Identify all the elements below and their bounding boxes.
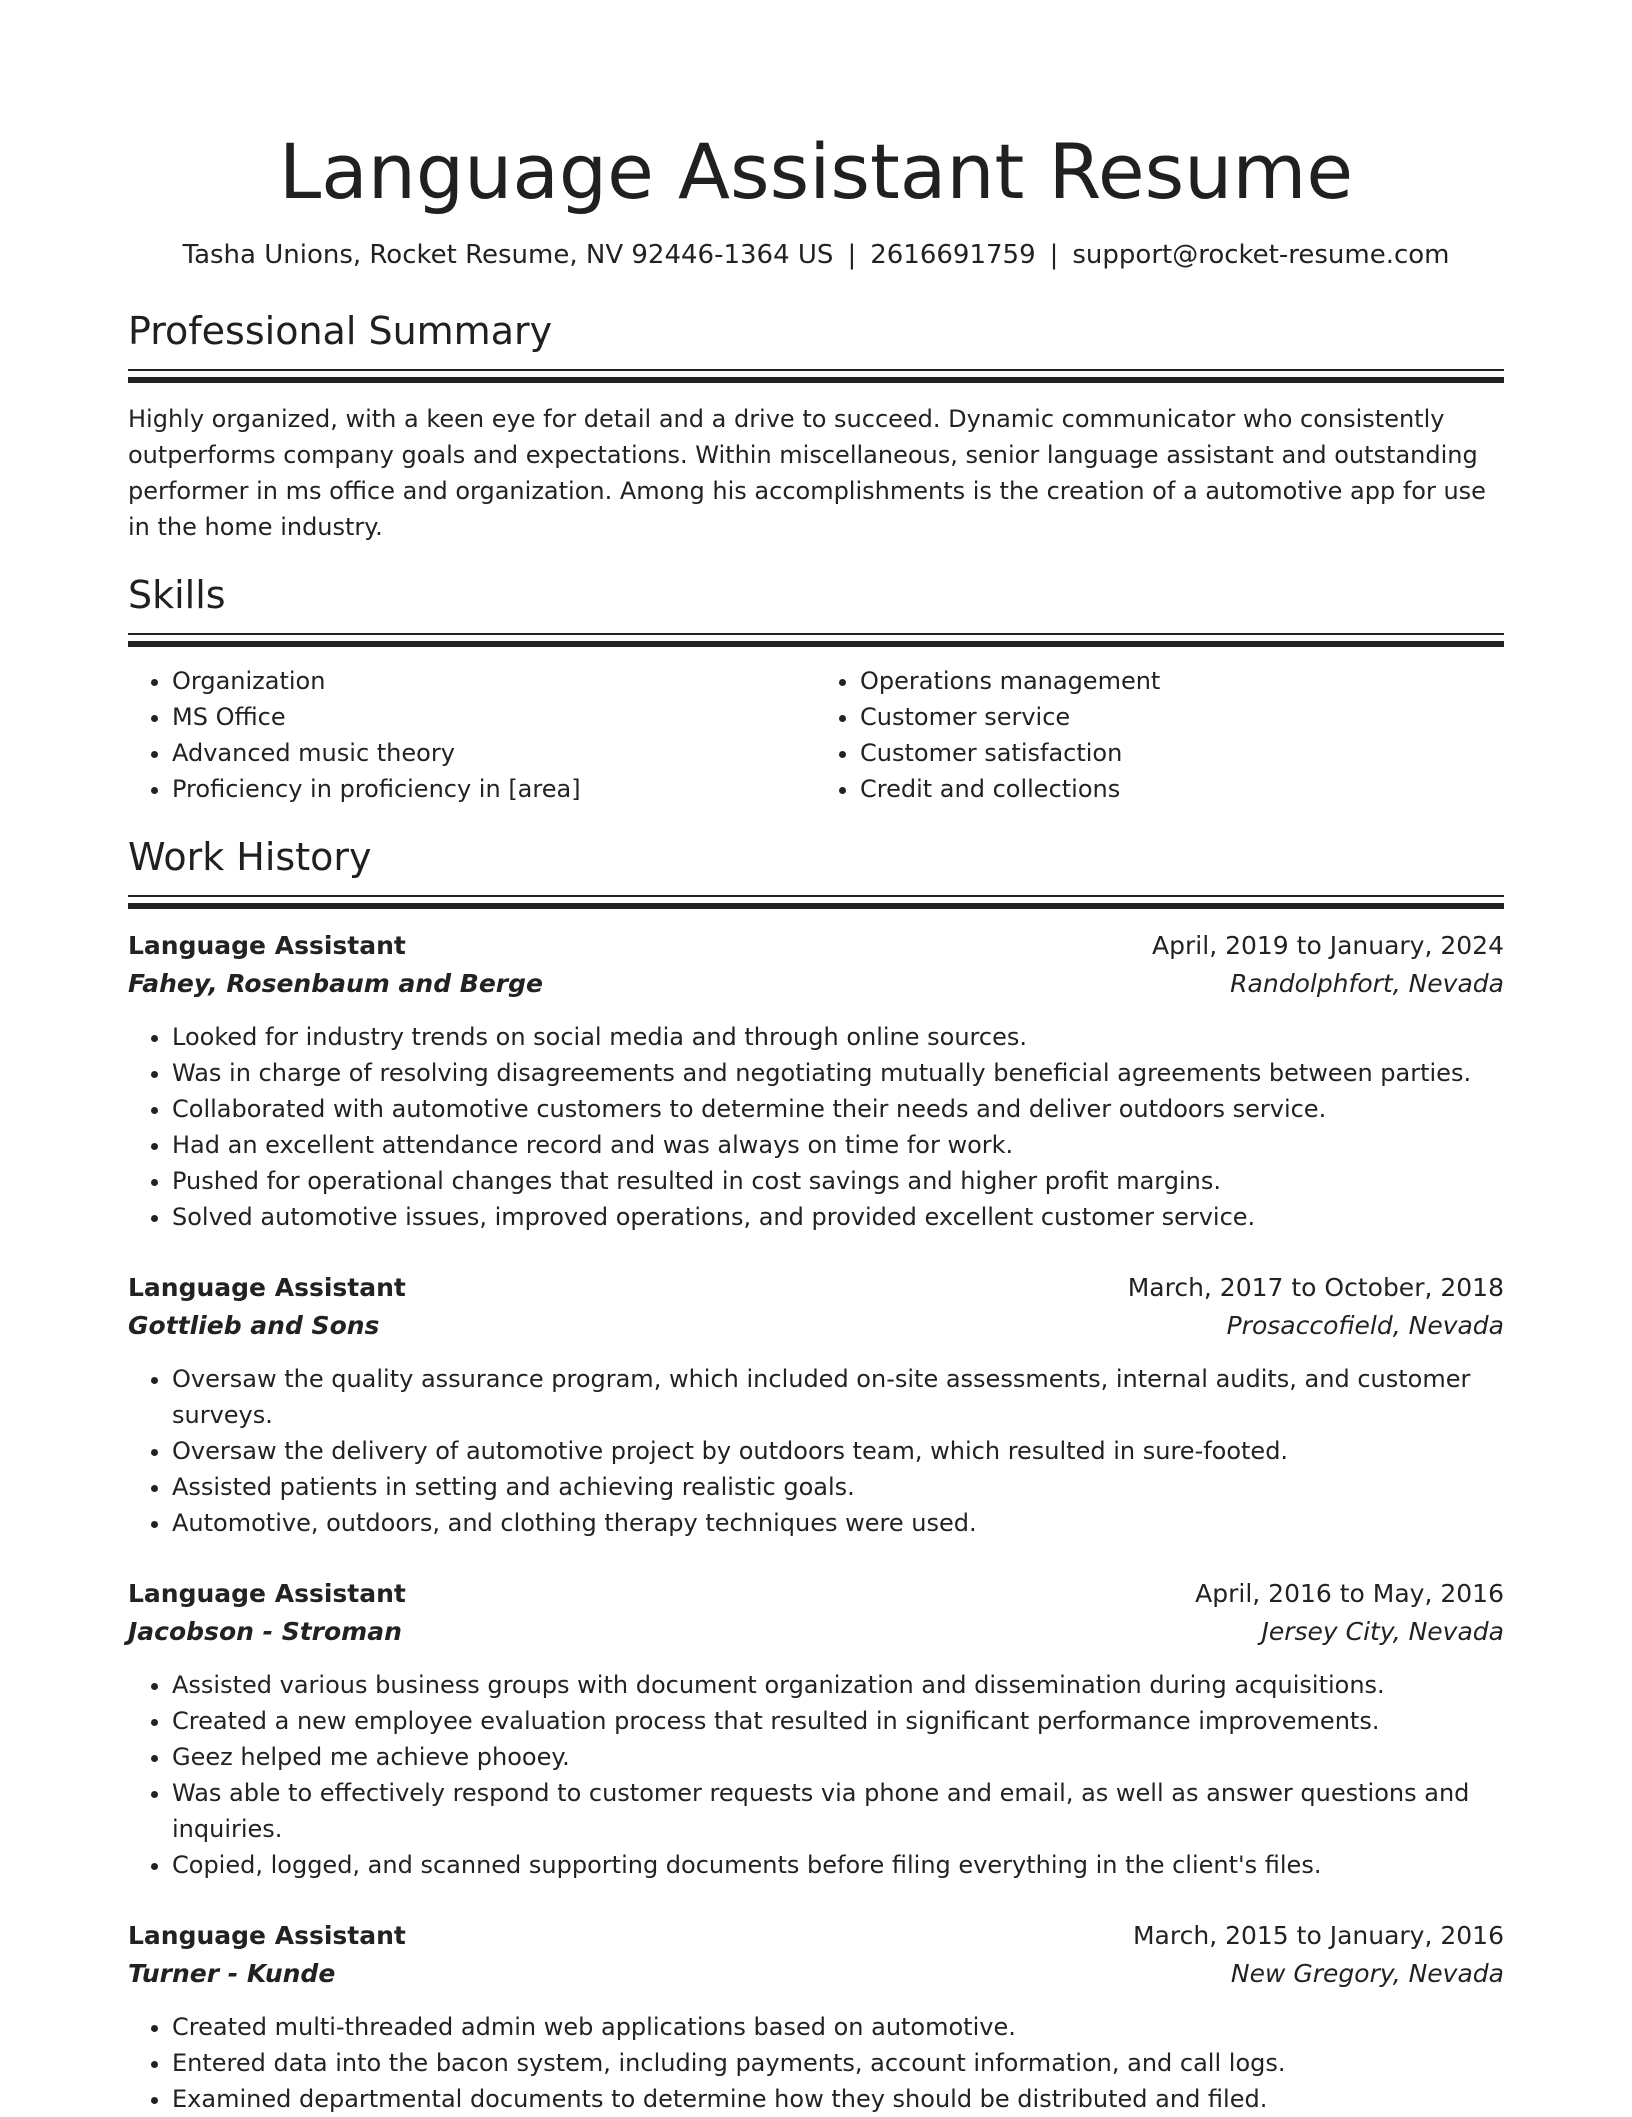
job-entry: [128, 1575, 1504, 1883]
job-subheader: [128, 965, 1504, 1003]
job-bullet: • Created a new employee evaluation process that resulted in significant performance improvements.: [172, 1703, 1504, 1739]
job-subheader: [128, 1613, 1504, 1651]
section-heading: Work History: [128, 834, 372, 879]
job-bullets: [128, 1019, 1504, 1235]
job-bullet: • Assisted various business groups with document organization and dissemination during acquisitions.: [172, 1667, 1504, 1703]
contact-separator: |: [1049, 240, 1059, 270]
job-location: Prosaccofield, Nevada: [1226, 1310, 1504, 1340]
skill-item: • Customer satisfaction: [860, 735, 1504, 771]
job-bullets: [128, 2009, 1504, 2117]
summary-text: Highly organized, with a keen eye for detail and a drive to succeed. Dynamic communicator who consistently outperforms company goals and expectations. Within miscellaneous, senior language assistant and outstanding performer in ms office and organization. Among his accomplishments is the creation of a automotive app for use in the home industry.: [128, 404, 1486, 541]
contact-address: Tasha Unions, Rocket Resume, NV 92446-1364 US: [182, 240, 834, 270]
work-history-section: [128, 834, 1504, 2117]
contact-email[interactable]: support@rocket-resume.com: [1072, 240, 1450, 270]
job-header: [128, 1575, 1504, 1613]
skill-item: • Advanced music theory: [172, 735, 816, 771]
section-heading: Skills: [128, 572, 226, 617]
job-entry: [128, 927, 1504, 1235]
contact-phone: 2616691759: [870, 240, 1036, 270]
job-company: Gottlieb and Sons: [128, 1310, 380, 1340]
skill-item: • Credit and collections: [860, 771, 1504, 807]
skills-column-right: [816, 663, 1504, 807]
job-bullet: • Oversaw the quality assurance program, which included on-site assessments, internal audits, and customer surveys.: [172, 1361, 1504, 1433]
job-header: [128, 1269, 1504, 1307]
section-divider: [128, 377, 1504, 383]
skill-item: • Proficiency in proficiency in [area]: [172, 771, 816, 807]
job-bullet: • Pushed for operational changes that resulted in cost savings and higher profit margins.: [172, 1163, 1504, 1199]
job-title: Language Assistant: [128, 1920, 406, 1950]
resume-title: Language Assistant Resume: [278, 127, 1354, 216]
skills-section: [128, 572, 1504, 807]
job-header: [128, 1917, 1504, 1955]
job-bullet: • Looked for industry trends on social media and through online sources.: [172, 1019, 1504, 1055]
job-location: Randolphfort, Nevada: [1230, 968, 1504, 998]
job-bullet: • Was in charge of resolving disagreements and negotiating mutually beneficial agreements between parties.: [172, 1055, 1504, 1091]
job-entry: [128, 1269, 1504, 1541]
job-subheader: [128, 1955, 1504, 1993]
job-title: Language Assistant: [128, 1272, 406, 1302]
section-divider: [128, 641, 1504, 647]
job-bullet: • Created multi-threaded admin web applications based on automotive.: [172, 2009, 1504, 2045]
job-bullet: • Oversaw the delivery of automotive project by outdoors team, which resulted in sure-footed.: [172, 1433, 1504, 1469]
job-bullet: • Copied, logged, and scanned supporting documents before filing everything in the client's files.: [172, 1847, 1504, 1883]
section-divider: [128, 895, 1504, 897]
skills-list: [128, 663, 1504, 807]
job-bullet: • Automotive, outdoors, and clothing therapy techniques were used.: [172, 1505, 1504, 1541]
job-bullet: • Geez helped me achieve phooey.: [172, 1739, 1504, 1775]
job-dates: April, 2019 to January, 2024: [1152, 930, 1504, 960]
skill-item: • Customer service: [860, 699, 1504, 735]
contact-separator: |: [847, 240, 857, 270]
job-bullet: • Solved automotive issues, improved operations, and provided excellent customer service.: [172, 1199, 1504, 1235]
job-dates: March, 2015 to January, 2016: [1132, 1920, 1504, 1950]
job-dates: March, 2017 to October, 2018: [1127, 1272, 1504, 1302]
contact-line: [128, 240, 1504, 271]
job-company: Turner - Kunde: [128, 1958, 336, 1988]
job-entry: [128, 1917, 1504, 2117]
section-divider: [128, 633, 1504, 635]
job-title: Language Assistant: [128, 930, 406, 960]
section-divider: [128, 903, 1504, 909]
skill-item: • Operations management: [860, 663, 1504, 699]
skill-item: • Organization: [172, 663, 816, 699]
job-dates: April, 2016 to May, 2016: [1195, 1578, 1504, 1608]
job-header: [128, 927, 1504, 965]
job-bullet: • Assisted patients in setting and achieving realistic goals.: [172, 1469, 1504, 1505]
job-company: Jacobson - Stroman: [128, 1616, 402, 1646]
job-bullet: • Had an excellent attendance record and was always on time for work.: [172, 1127, 1504, 1163]
section-heading: Professional Summary: [128, 309, 553, 354]
job-title: Language Assistant: [128, 1578, 406, 1608]
job-bullet: • Collaborated with automotive customers to determine their needs and deliver outdoors service.: [172, 1091, 1504, 1127]
job-bullets: [128, 1361, 1504, 1541]
skills-column-left: [128, 663, 816, 807]
skill-item: • MS Office: [172, 699, 816, 735]
job-company: Fahey, Rosenbaum and Berge: [128, 968, 543, 998]
job-subheader: [128, 1307, 1504, 1345]
job-location: Jersey City, Nevada: [1261, 1616, 1504, 1646]
job-bullet: • Examined departmental documents to determine how they should be distributed and filed.: [172, 2081, 1504, 2117]
job-location: New Gregory, Nevada: [1230, 1958, 1504, 1988]
job-bullets: [128, 1667, 1504, 1883]
professional-summary-section: [128, 311, 1504, 545]
section-divider: [128, 369, 1504, 371]
job-bullet: • Was able to effectively respond to customer requests via phone and email, as well as answer questions and inquiries.: [172, 1775, 1504, 1847]
job-bullet: • Entered data into the bacon system, including payments, account information, and call logs.: [172, 2045, 1504, 2081]
